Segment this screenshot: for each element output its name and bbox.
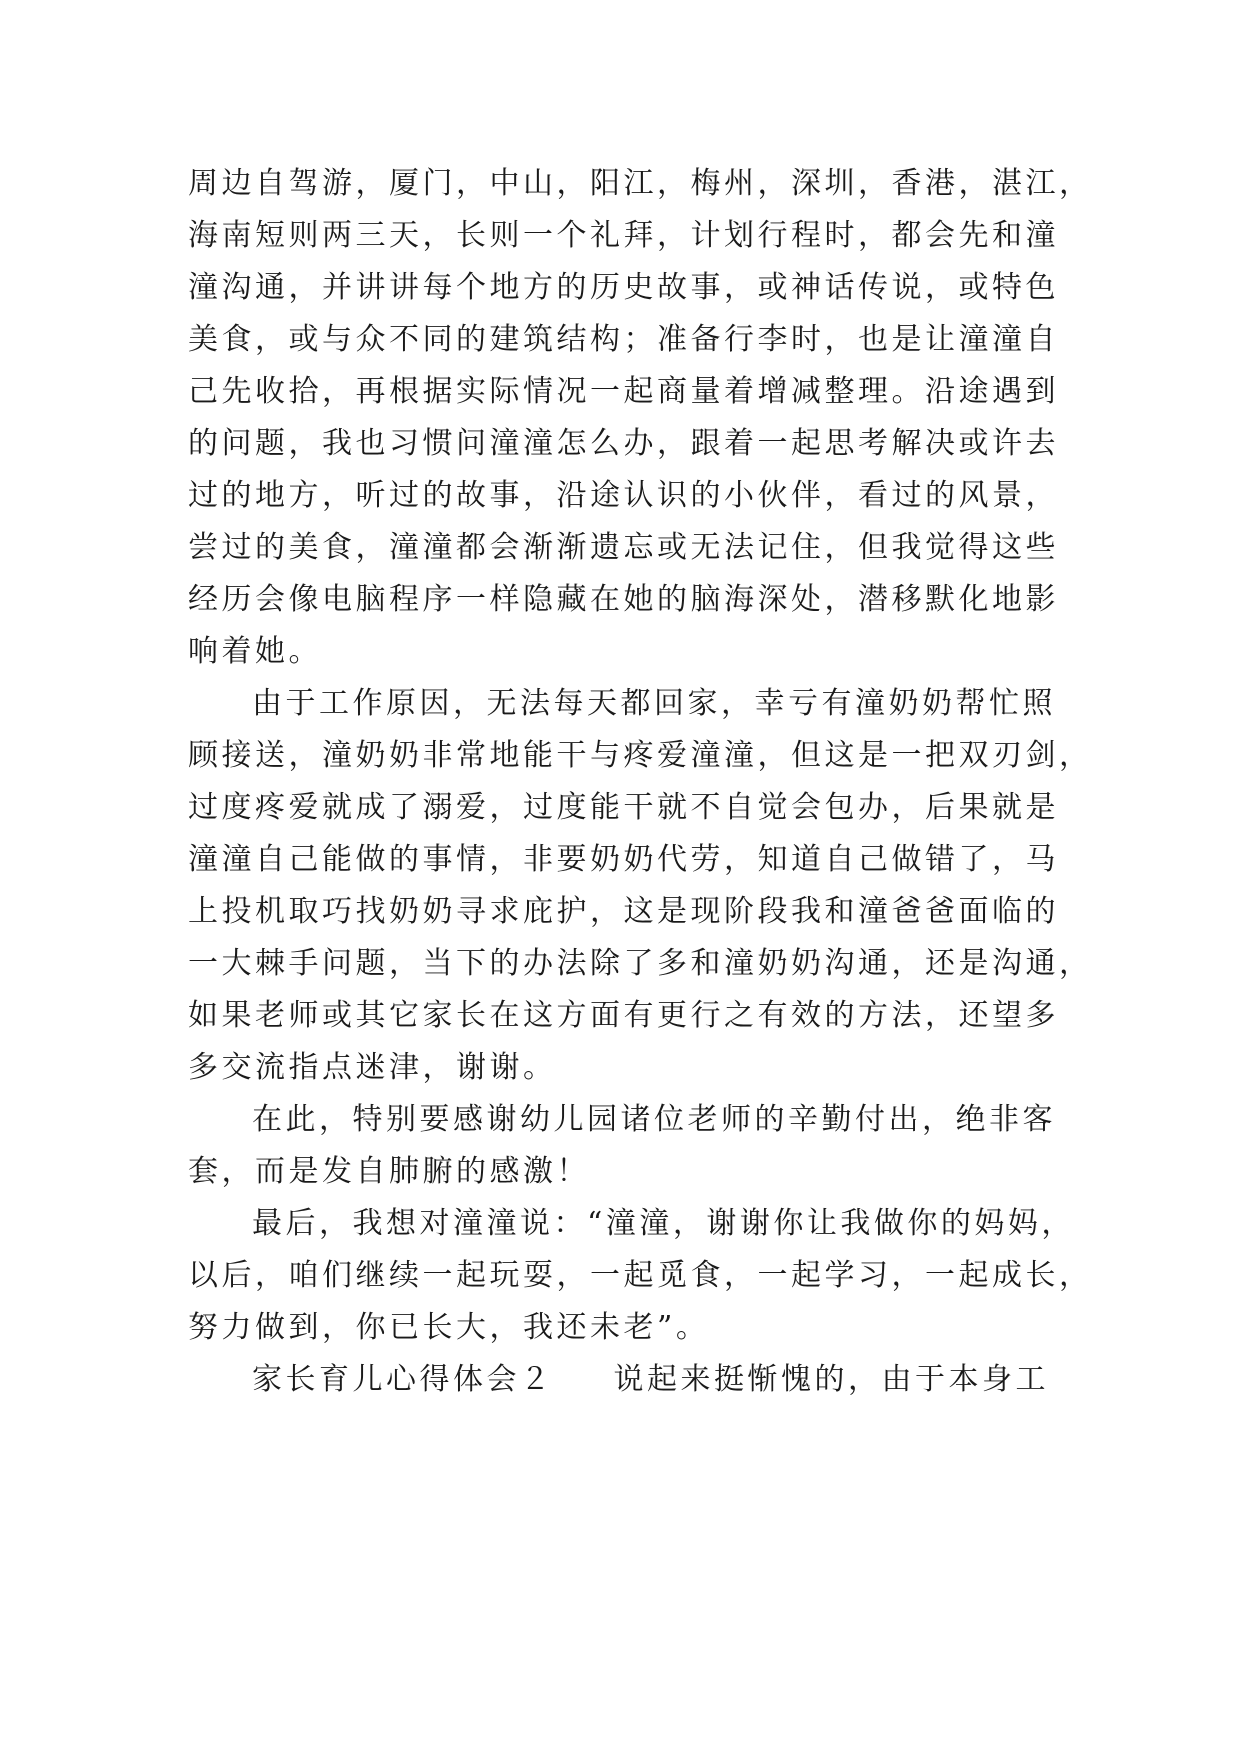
text-line: 上投机取巧找奶奶寻求庇护，这是现阶段我和潼爸爸面临的 (188, 894, 1059, 929)
text-line: 套，而是发自肺腑的感激！ (188, 1154, 590, 1189)
text-line: 海南短则两三天，长则一个礼拜，计划行程时，都会先和潼 (188, 218, 1059, 253)
text-line: 顾接送，潼奶奶非常地能干与疼爱潼潼，但这是一把双刃剑， (188, 738, 1093, 773)
text-line: 尝过的美食，潼潼都会渐渐遗忘或无法记住，但我觉得这些 (188, 530, 1059, 565)
paragraph-start-line: 在此，特别要感谢幼儿园诸位老师的辛勤付出，绝非客 (252, 1102, 1056, 1137)
text-line: 过度疼爱就成了溺爱，过度能干就不自觉会包办，后果就是 (188, 790, 1059, 825)
text-line: 周边自驾游，厦门，中山，阳江，梅州，深圳，香港，湛江， (188, 166, 1093, 201)
text-line: 美食，或与众不同的建筑结构；准备行李时，也是让潼潼自 (188, 322, 1059, 357)
text-line: 的问题，我也习惯问潼潼怎么办，跟着一起思考解决或许去 (188, 426, 1059, 461)
text-line: 努力做到，你已长大，我还未老”。 (188, 1310, 710, 1345)
section-heading: 家长育儿心得体会２ (252, 1362, 554, 1397)
document-body (188, 158, 1093, 1406)
section-heading-line (188, 1354, 1068, 1406)
text-line: 潼沟通，并讲讲每个地方的历史故事，或神话传说，或特色 (188, 270, 1059, 305)
text-line: 经历会像电脑程序一样隐藏在她的脑海深处，潜移默化地影 (188, 582, 1059, 617)
text-line: 一大棘手问题，当下的办法除了多和潼奶奶沟通，还是沟通， (188, 946, 1093, 981)
paragraph-start-line: 由于工作原因，无法每天都回家，幸亏有潼奶奶帮忙照 (252, 686, 1056, 721)
text-line: 如果老师或其它家长在这方面有更行之有效的方法，还望多 (188, 998, 1059, 1033)
section-intro-text: 说起来挺惭愧的，由于本身工 (613, 1362, 1049, 1397)
text-line: 过的地方，听过的故事，沿途认识的小伙伴，看过的风景， (188, 478, 1059, 513)
text-line: 潼潼自己能做的事情，非要奶奶代劳，知道自己做错了，马 (188, 842, 1059, 877)
text-line: 多交流指点迷津，谢谢。 (188, 1050, 557, 1085)
paragraph-start-line: 最后，我想对潼潼说：“潼潼，谢谢你让我做你的妈妈， (252, 1206, 1075, 1241)
text-line: 以后，咱们继续一起玩耍，一起觅食，一起学习，一起成长， (188, 1258, 1093, 1293)
text-line: 己先收拾，再根据实际情况一起商量着增减整理。沿途遇到 (188, 374, 1059, 409)
text-line: 响着她。 (188, 634, 322, 669)
